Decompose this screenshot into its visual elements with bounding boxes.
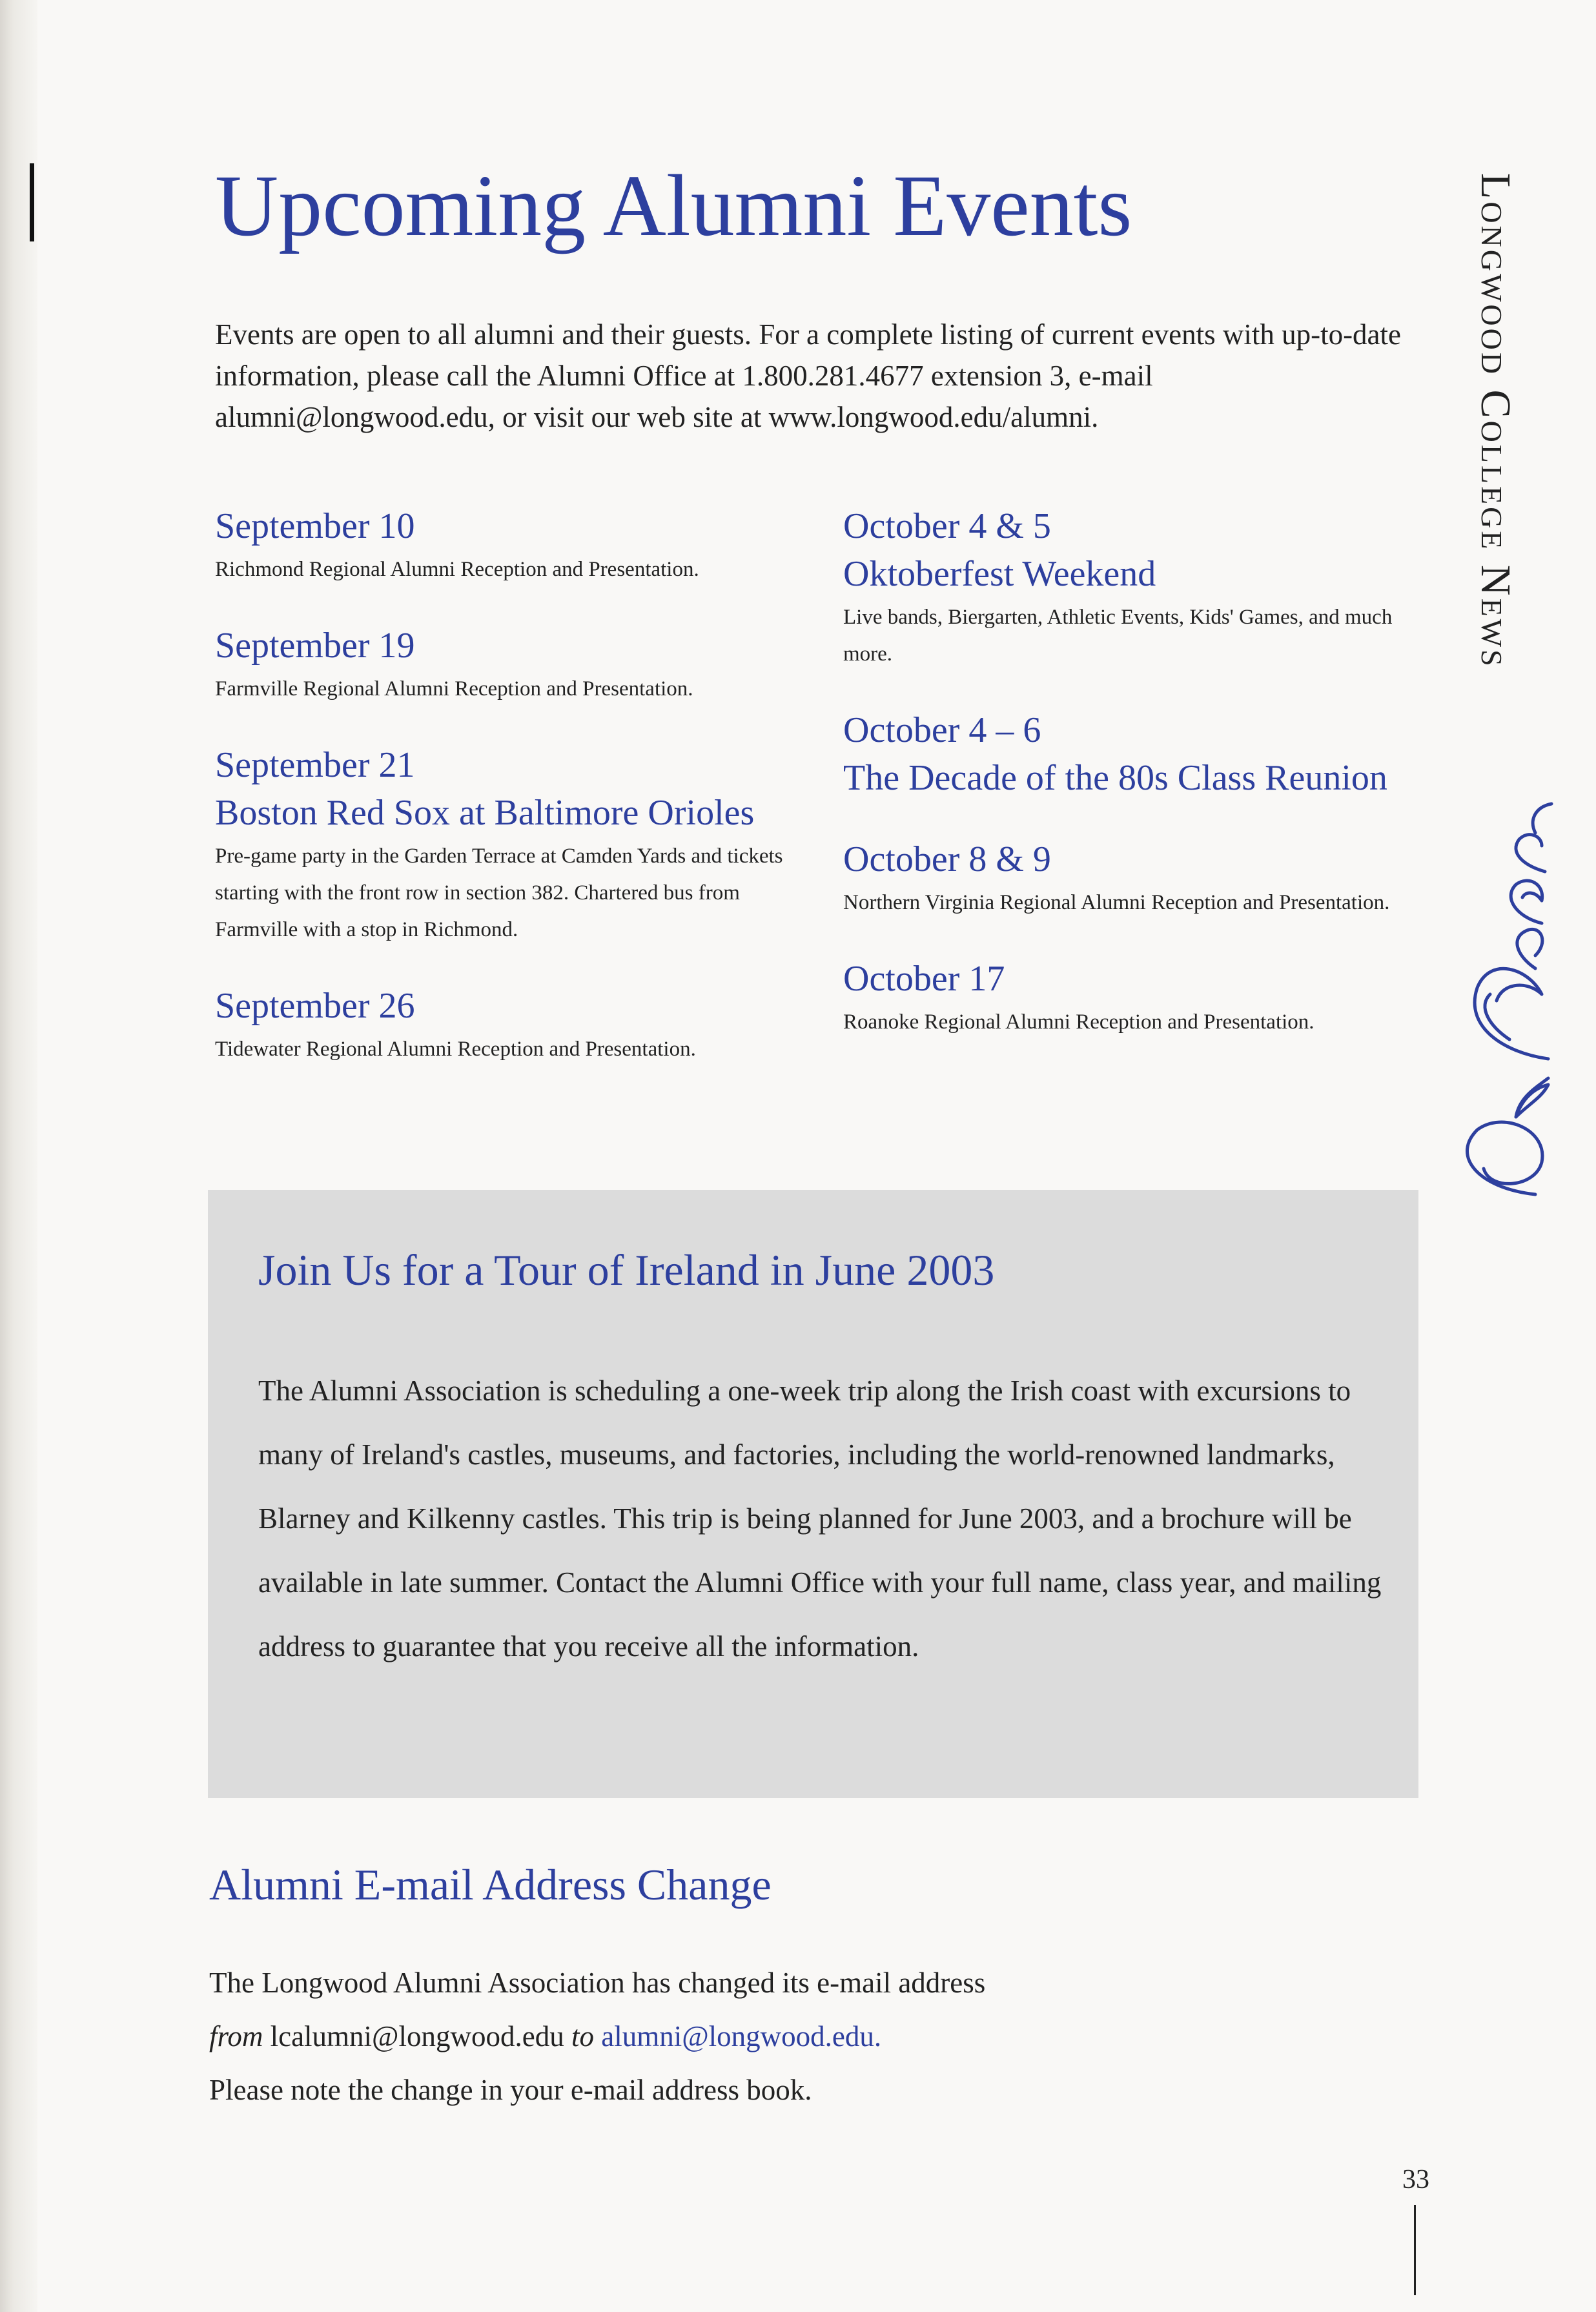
- event-description: Tidewater Regional Alumni Reception and Presentation.: [215, 1038, 696, 1061]
- event-date: September 19: [215, 626, 415, 666]
- event-item: [843, 955, 1424, 1041]
- event-description: Northern Virginia Regional Alumni Reception and Presentation.: [843, 891, 1390, 914]
- tour-body: The Alumni Association is scheduling a one-week trip along the Irish coast with excursions to many of Ireland's castles, museums, and factories, including the world-renowned landmarks, Blarney and Kilkenny castles. This trip is being planned for June 2003, and a brochure will be available in late summer. Contact the Alumni Office with your full name, class year, and mailing address to guarantee that you receive all the information.: [258, 1375, 1382, 1662]
- email-change-addresses: [209, 2010, 985, 2063]
- old-email-address: lcalumni@longwood.edu: [270, 2020, 564, 2052]
- event-item: [215, 622, 796, 708]
- from-label: from: [209, 2020, 263, 2052]
- event-item: [843, 706, 1424, 802]
- event-date: October 4 – 6: [843, 710, 1041, 750]
- event-description: Roanoke Regional Alumni Reception and Presentation.: [843, 1010, 1315, 1034]
- event-item: [215, 502, 796, 588]
- event-date: October 4 & 5: [843, 506, 1051, 546]
- tour-title: Join Us for a Tour of Ireland in June 2003: [258, 1245, 995, 1294]
- email-change-line: The Longwood Alumni Association has changed its e-mail address: [209, 1967, 986, 1999]
- event-item: [843, 835, 1424, 921]
- event-date: October 17: [843, 959, 1005, 999]
- event-date: September 10: [215, 506, 415, 546]
- event-name: Oktoberfest Weekend: [843, 554, 1156, 594]
- event-description: Farmville Regional Alumni Reception and Presentation.: [215, 677, 693, 701]
- event-date: October 8 & 9: [843, 839, 1051, 879]
- page-number-rule: [1414, 2205, 1416, 2295]
- scan-edge: [0, 0, 37, 2312]
- on-campus-script-logo: [1438, 794, 1561, 1207]
- email-change-title: Alumni E-mail Address Change: [209, 1860, 772, 1909]
- event-description: Pre-game party in the Garden Terrace at Camden Yards and tickets starting with the front row in section 382. Chartered bus from Farmville with a stop in Richmond.: [215, 844, 783, 941]
- event-date: September 21: [215, 745, 415, 785]
- event-item: [215, 982, 796, 1068]
- page-title: Upcoming Alumni Events: [215, 158, 1132, 254]
- events-column-right: [843, 502, 1424, 1074]
- event-item: [843, 502, 1424, 673]
- events-column-left: [215, 502, 796, 1101]
- event-item: [215, 741, 796, 948]
- event-name: The Decade of the 80s Class Reunion: [843, 758, 1387, 798]
- email-change-body: [209, 1956, 985, 2117]
- event-name: Boston Red Sox at Baltimore Orioles: [215, 793, 755, 833]
- email-change-note: Please note the change in your e-mail address book.: [209, 2074, 812, 2106]
- to-label: to: [571, 2020, 594, 2052]
- tour-callout-box: [208, 1190, 1418, 1798]
- intro-paragraph: Events are open to all alumni and their guests. For a complete listing of current events with up-to-date information, please call the Alumni Office at 1.800.281.4677 extension 3, e-mail alumni@longwood.edu, or visit our web site at www.longwood.edu/alumni.: [215, 318, 1402, 433]
- page-number: 33: [1402, 2165, 1429, 2194]
- new-email-link[interactable]: alumni@longwood.edu.: [601, 2020, 882, 2052]
- event-description: Live bands, Biergarten, Athletic Events, Kids' Games, and much more.: [843, 606, 1393, 666]
- event-date: September 26: [215, 986, 415, 1026]
- publication-sidebar-title: Longwood College News: [1472, 173, 1519, 669]
- event-description: Richmond Regional Alumni Reception and Presentation.: [215, 558, 699, 581]
- edge-mark: [30, 163, 34, 241]
